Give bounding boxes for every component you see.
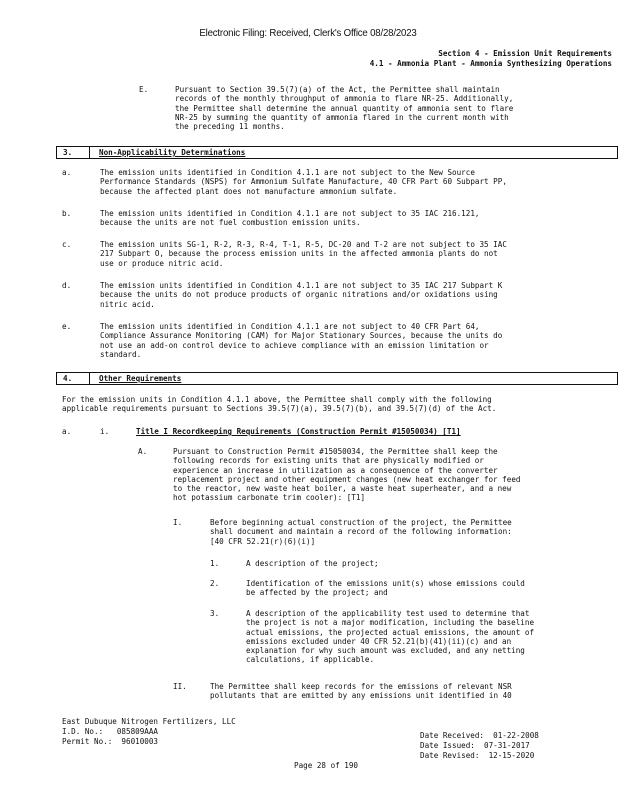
section-header: Section 4 - Emission Unit Requirements xyxy=(438,49,612,58)
section-4-heading xyxy=(56,372,618,385)
item-label: E. xyxy=(139,85,149,94)
page-number: Page 28 of 190 xyxy=(294,761,359,770)
subsection-header: 4.1 - Ammonia Plant - Ammonia Synthesizing Operations xyxy=(369,59,612,68)
section-number: 4. xyxy=(63,374,73,383)
subitem-2-text: Identification of the emissions unit(s) whose emissions could be affected by the project; and xyxy=(246,579,525,598)
item-label: 2. xyxy=(210,579,220,588)
item-label: a. xyxy=(62,168,72,177)
construction-permit-text: Pursuant to Construction Permit #15050034, the Permittee shall keep the following records for existing units that are physically modified or experience an increase in utilization as a consequence of the converter replacement project and other equipment changes (new heat exchanger for feed to the reactor, new waste heat boiler, a waste heat superheater, and a new hot potassium carbonate trim cooler): [T1] xyxy=(173,447,521,503)
footer-id-number: I.D. No.: 085809AAA xyxy=(62,727,159,736)
footer-date-issued: Date Issued: 07-31-2017 xyxy=(420,741,530,750)
item-label: d. xyxy=(62,281,72,290)
heading-divider xyxy=(89,147,90,158)
recordkeeping-title: Title I Recordkeeping Requirements (Construction Permit #15050034) [T1] xyxy=(136,427,461,436)
nonapplicability-c-text: The emission units SG-1, R-2, R-3, R-4, T-1, R-5, DC-20 and T-2 are not subject to 35 IAC 217 Subpart O, because the process emission units in the affected ammonia plants do not use or produce nitric acid. xyxy=(100,240,507,268)
nonapplicability-b-text: The emission units identified in Condition 4.1.1 are not subject to 35 IAC 216.121, because the units are not fuel combustion emission units. xyxy=(100,209,480,228)
nonapplicability-e-text: The emission units identified in Condition 4.1.1 are not subject to 40 CFR Part 64, Compliance Assurance Monitoring (CAM) for Major Stationary Sources, because the units do not use an add-on control device to achieve compliance with an emission limitation or standard. xyxy=(100,322,503,359)
subitem-1-text: A description of the project; xyxy=(246,559,379,568)
nonapplicability-a-text: The emission units identified in Condition 4.1.1 are not subject to the New Source Performance Standards (NSPS) for Ammonium Sulfate Manufacture, 40 CFR Part 60 Subpart PP, because the affected plant does not manufacture ammonium sulfate. xyxy=(100,168,507,196)
item-e-text: Pursuant to Section 39.5(7)(a) of the Act, the Permittee shall maintain records of the monthly throughput of ammonia to flare NR-25. Additionally, the Permittee shall determine the annual quantity of ammonia sent to flare NR-25 by summing the quantity of ammonia flared in the current month with the preceding 11 months. xyxy=(175,85,514,132)
pre-construction-record-text: Before beginning actual construction of the project, the Permittee shall document and maintain a record of the following information: [40 CFR 52.21(r)(6)(i)] xyxy=(210,518,512,546)
electronic-filing-banner: Electronic Filing: Received, Clerk's Office 08/28/2023 xyxy=(199,27,417,39)
item-label: I. xyxy=(173,518,183,527)
footer-company: East Dubuque Nitrogen Fertilizers, LLC xyxy=(62,717,236,726)
item-label: a. xyxy=(62,427,72,436)
item-label: 3. xyxy=(210,609,220,618)
heading-divider xyxy=(89,373,90,384)
item-label: c. xyxy=(62,240,72,249)
footer-date-revised: Date Revised: 12-15-2020 xyxy=(420,751,535,760)
section-title: Non-Applicability Determinations xyxy=(99,148,246,157)
item-label: A. xyxy=(138,447,148,456)
item-label: e. xyxy=(62,322,72,331)
item-label: b. xyxy=(62,209,72,218)
section-title: Other Requirements xyxy=(99,374,182,383)
item-label: II. xyxy=(173,682,187,691)
nsr-records-text: The Permittee shall keep records for the emissions of relevant NSR pollutants that are emitted by any emissions unit identified in 40 xyxy=(210,682,512,701)
item-label: i. xyxy=(100,427,110,436)
section-3-heading xyxy=(56,146,618,159)
section-number: 3. xyxy=(63,148,73,157)
subitem-3-text: A description of the applicability test used to determine that the project is not a major modification, including the baseline actual emissions, the projected actual emissions, the amount of emissions excluded under 40 CFR 52.21(b)(41)(ii)(c) and an explanation for why such amount was excluded, and any netting calculations, if applicable. xyxy=(246,609,535,665)
item-label: 1. xyxy=(210,559,220,568)
nonapplicability-d-text: The emission units identified in Condition 4.1.1 are not subject to 35 IAC 217 Subpart K because the units do not produce products of organic nitrations and/or oxidations using nitric acid. xyxy=(100,281,503,309)
section-4-intro: For the emission units in Condition 4.1.1 above, the Permittee shall comply with the following applicable requirements pursuant to Sections 39.5(7)(a), 39.5(7)(b), and 39.5(7)(d) of the Act. xyxy=(62,395,497,414)
footer-permit-number: Permit No.: 96010003 xyxy=(62,737,159,746)
footer-date-received: Date Received: 01-22-2008 xyxy=(420,731,539,740)
